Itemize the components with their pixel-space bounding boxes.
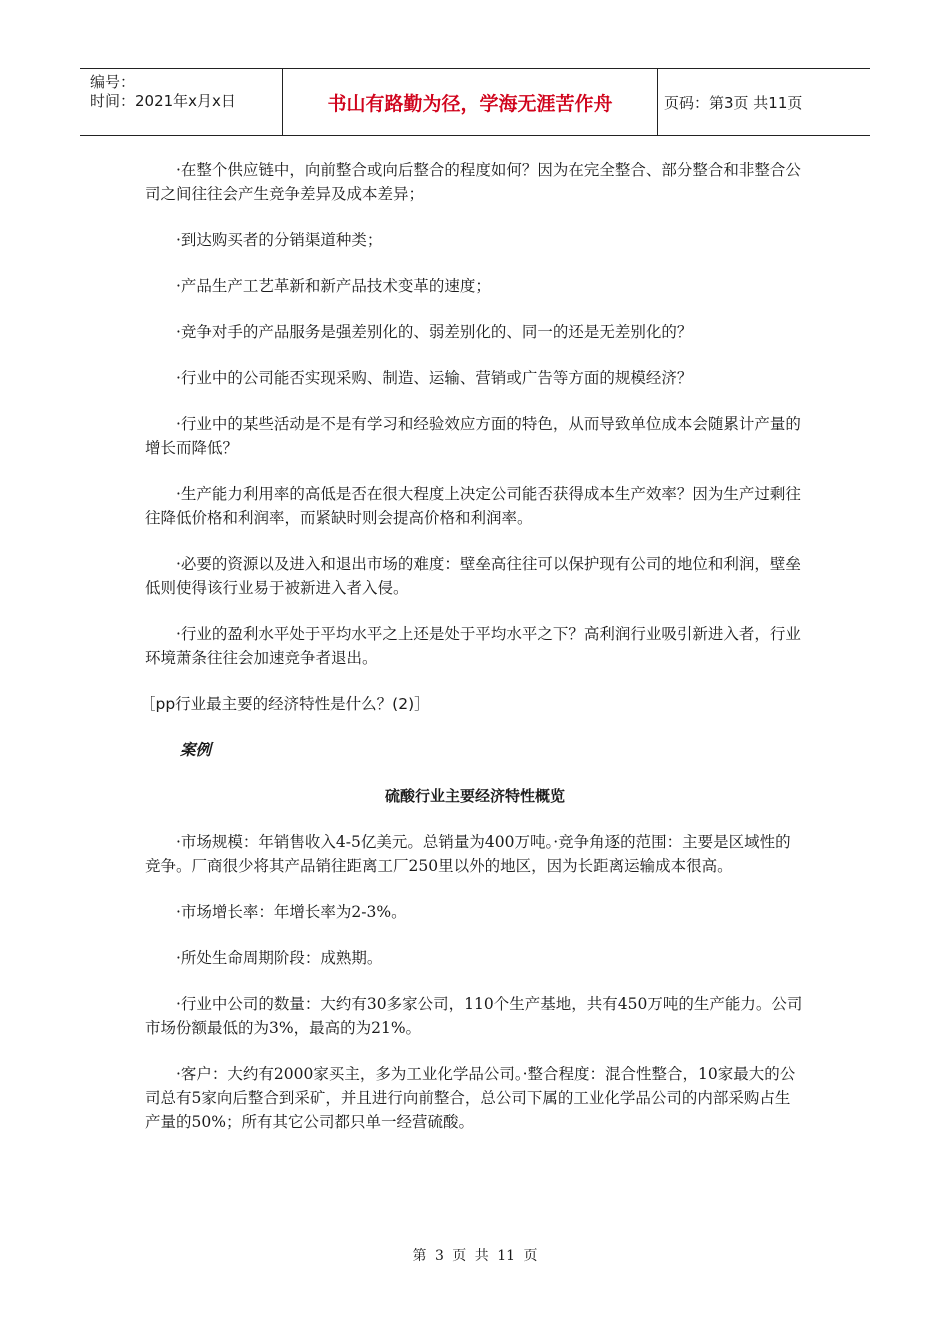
body-paragraph: ·必要的资源以及进入和退出市场的难度：壁垒高往往可以保护现有公司的地位和利润，壁垒低则使得该行业易于被新进入者入侵。 (145, 555, 801, 597)
body-paragraph: ·产品生产工艺革新和新产品技术变革的速度； (176, 277, 491, 295)
body-paragraph: ·行业中的某些活动是不是有学习和经验效应方面的特色，从而导致单位成本会随累计产量的增长而降低？ (145, 415, 801, 457)
body-paragraph: ·行业中的公司能否实现采购、制造、运输、营销或广告等方面的规模经济？ (176, 369, 693, 387)
header-meta (80, 69, 282, 135)
case-paragraph: ·市场规模：年销售收入4-5亿美元。总销量为400万吨。·竞争角逐的范围：主要是区域性的竞争。厂商很少将其产品销往距离工厂250里以外的地区，因为长距离运输成本很高。 (145, 833, 791, 875)
document-number-label: 编号： (90, 73, 136, 91)
header-motto: 书山有路勤为径，学海无涯苦作舟 (282, 69, 658, 135)
page-footer: 第 3 页 共 11 页 (412, 1248, 538, 1264)
document-body (140, 158, 805, 1156)
section-tag: ［pp行业最主要的经济特性是什么？(2)］ (140, 695, 430, 713)
case-paragraph: ·行业中公司的数量：大约有30多家公司，110个生产基地，共有450万吨的生产能力。公司市场份额最低的为3%，最高的为21%。 (145, 995, 803, 1037)
case-paragraph: ·市场增长率：年增长率为2-3%。 (176, 903, 407, 921)
document-time-label: 时间：2021年x月x日 (90, 92, 236, 110)
body-paragraph: ·竞争对手的产品服务是强差别化的、弱差别化的、同一的还是无差别化的？ (176, 323, 693, 341)
body-paragraph: ·行业的盈利水平处于平均水平之上还是处于平均水平之下？高利润行业吸引新进入者，行业环境萧条往往会加速竞争者退出。 (145, 625, 801, 667)
case-label: 案例 (180, 741, 212, 759)
body-paragraph: ·生产能力利用率的高低是否在很大程度上决定公司能否获得成本生产效率？因为生产过剩往往降低价格和利润率，而紧缺时则会提高价格和利润率。 (145, 485, 801, 527)
body-paragraph: ·在整个供应链中，向前整合或向后整合的程度如何？因为在完全整合、部分整合和非整合公司之间往往会产生竞争差异及成本差异； (145, 161, 801, 203)
case-title: 硫酸行业主要经济特性概览 (384, 787, 565, 805)
case-paragraph: ·所处生命周期阶段：成熟期。 (176, 949, 383, 967)
header-page-info: 页码：第3页 共11页 (664, 93, 803, 112)
page-header (80, 68, 870, 136)
case-paragraph: ·客户：大约有2000家买主，多为工业化学品公司。·整合程度：混合性整合，10家最大的公司总有5家向后整合到采矿，并且进行向前整合，总公司下属的工业化学品公司的内部采购占生产量的50%；所有其它公司都只单一经营硫酸。 (145, 1065, 796, 1131)
body-paragraph: ·到达购买者的分销渠道种类； (176, 231, 383, 249)
